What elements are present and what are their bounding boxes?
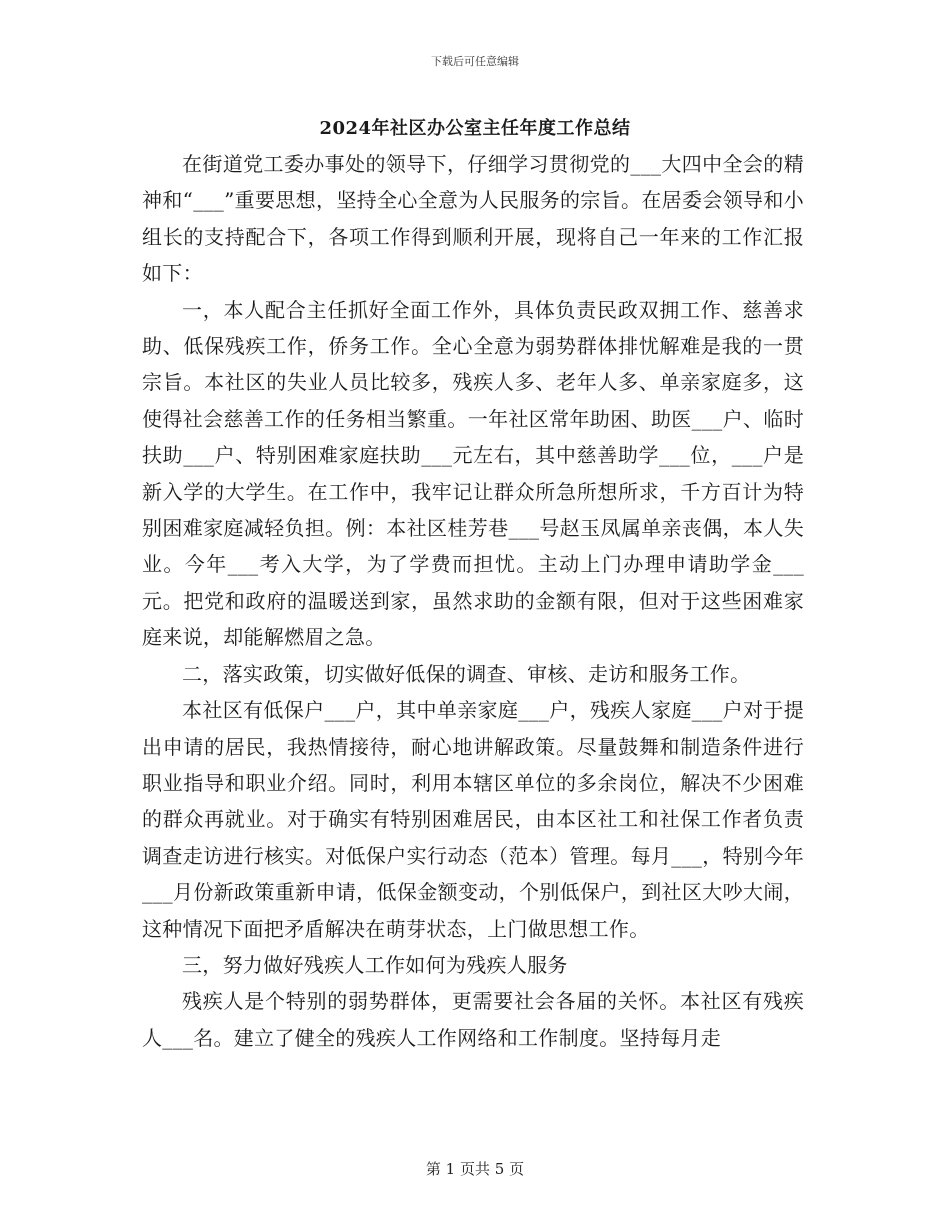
paragraph-intro: 在街道党工委办事处的领导下，仔细学习贯彻党的___大四中全会的精神和“___”重要思想，坚持全心全意为人民服务的宗旨。在居委会领导和小组长的支持配合下，各项工作得到顺利开展，现将自己一年来的工作汇报如下：: [142, 152, 804, 286]
page-header-note: 下载后可任意编辑: [431, 55, 519, 68]
paragraph-section-3-body: 残疾人是个特别的弱势群体，更需要社会各届的关怀。本社区有残疾人___名。建立了健全的残疾人工作网络和工作制度。坚持每月走: [142, 989, 804, 1050]
paragraph-section-1: 一，本人配合主任抓好全面工作外，具体负责民政双拥工作、慈善求助、低保残疾工作，侨务工作。全心全意为弱势群体排忧解难是我的一贯宗旨。本社区的失业人员比较多，残疾人多、老年人多、单亲家庭多，这使得社会慈善工作的任务相当繁重。一年社区常年助困、助医___户、临时扶助___户、特别困难家庭扶助___元左右，其中慈善助学___位，___户是新入学的大学生。在工作中，我牢记让群众所急所想所求，千方百计为特别困难家庭减轻负担。例：本社区桂芳巷___号赵玉凤属单亲丧偶，本人失业。今年___考入大学，为了学费而担忧。主动上门办理申请助学金___元。把党和政府的温暖送到家，虽然求助的金额有限，但对于这些困难家庭来说，却能解燃眉之急。: [142, 297, 804, 650]
document-body: [142, 146, 804, 1056]
page-number: 第 1 页共 5 页: [425, 1160, 525, 1178]
paragraph-section-2-body: 本社区有低保户___户，其中单亲家庭___户，残疾人家庭___户对于提出申请的居民，我热情接待，耐心地讲解政策。尽量鼓舞和制造条件进行职业指导和职业介绍。同时，利用本辖区单位的多余岗位，解决不少困难的群众再就业。对于确实有特别困难居民，由本区社工和社保工作者负责调查走访进行核实。对低保户实行动态（范本）管理。每月___，特别今年___月份新政策重新申请，低保金额变动，个别低保户，到社区大吵大闹，这种情况下面把矛盾解决在萌芽状态，上门做思想工作。: [142, 698, 804, 941]
paragraph-section-2-heading: 二，落实政策，切实做好低保的调查、审核、走访和服务工作。: [182, 661, 751, 686]
paragraph-section-3-heading: 三，努力做好残疾人工作如何为残疾人服务: [182, 952, 568, 977]
document-title: 2024年社区办公室主任年度工作总结: [319, 118, 631, 139]
